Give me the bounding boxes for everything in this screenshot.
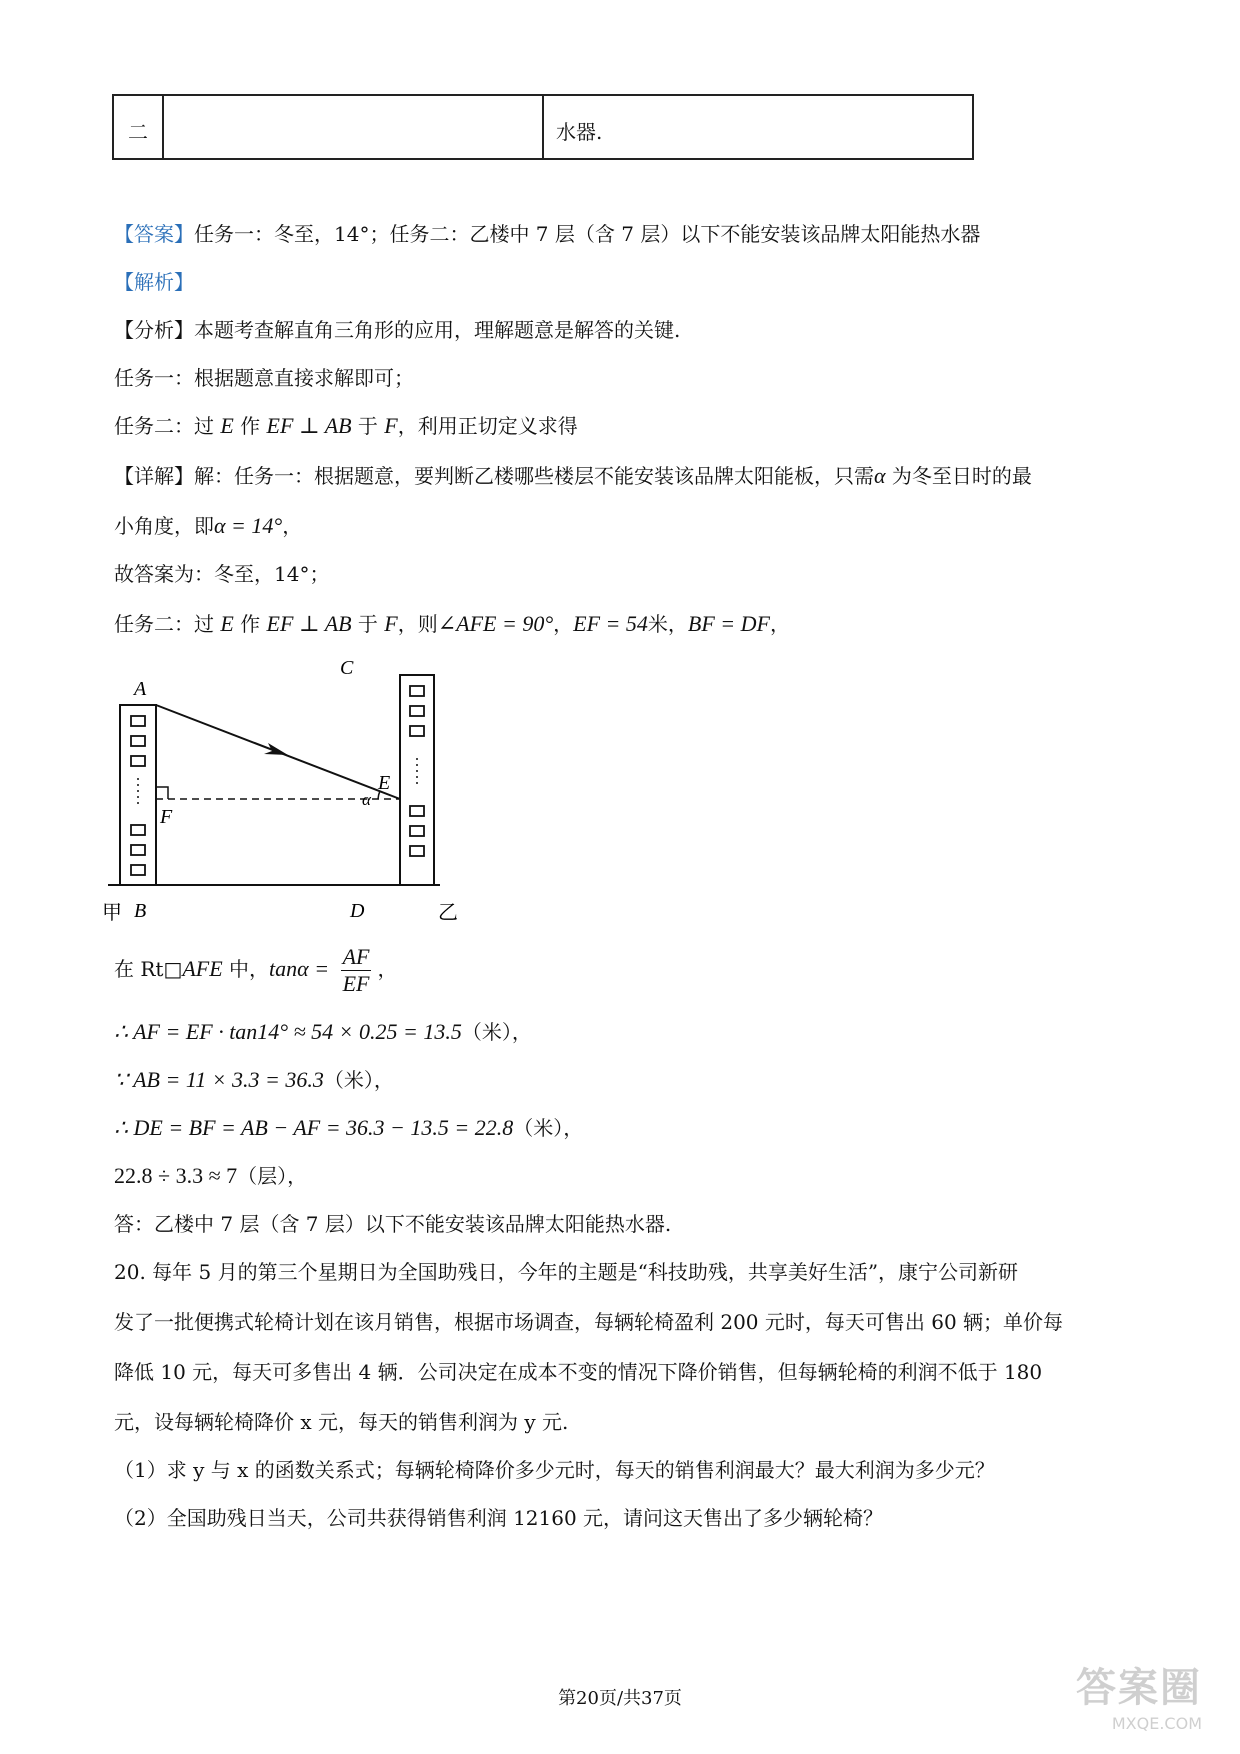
calc-line-2: ∴ AF = EF · tan14° ≈ 54 × 0.25 = 13.5（米），: [114, 1019, 532, 1044]
answer-text: 任务一：冬至，14°；任务二：乙楼中 7 层（含 7 层）以下不能安装该品牌太阳能热水器: [194, 222, 981, 246]
detail-line-1: 【详解】解：任务一：根据题意，要判断乙楼哪些楼层不能安装该品牌太阳能板，只需α 为冬至日时的最: [114, 463, 1032, 488]
label-a: A: [134, 678, 147, 700]
analysis-tag: 【解析】: [114, 270, 194, 294]
final-answer: 答：乙楼中 7 层（含 7 层）以下不能安装该品牌太阳能热水器.: [114, 1212, 672, 1236]
building-jia: [120, 705, 156, 885]
geometry-figure: [100, 655, 460, 925]
task2-line: 任务二：过 E 作 EF ⊥ AB 于 F，则∠AFE = 90°，EF = 54米，BF = DF，: [114, 611, 790, 636]
label-alpha: α: [362, 790, 371, 809]
label-c: C: [340, 657, 354, 679]
q20-line-4: 元，设每辆轮椅降价 x 元，每天的销售利润为 y 元.: [114, 1410, 569, 1434]
answer-line: [114, 222, 980, 246]
fenxi-tag: 【分析】: [114, 318, 194, 342]
q20-line-3: 降低 10 元，每天可多售出 4 辆．公司决定在成本不变的情况下降价销售，但每辆轮椅的利润不低于 180: [114, 1360, 1043, 1384]
task2-hint: 任务二：过 E 作 EF ⊥ AB 于 F，利用正切定义求得: [114, 413, 578, 438]
label-e: E: [378, 772, 391, 794]
label-b: B: [134, 900, 147, 922]
q20-part-2: （2）全国助残日当天，公司共获得销售利润 12160 元，请问这天售出了多少辆轮椅？: [114, 1506, 884, 1530]
task1-hint: 任务一：根据题意直接求解即可；: [114, 366, 414, 390]
right-angle-mark: [156, 787, 168, 799]
calc-line-rt: 在 Rt□AFE 中，tanα = $\frac{AF}{EF}$ ，: [114, 944, 398, 996]
label-d: D: [350, 900, 365, 922]
table-cell-text: 水器.: [556, 120, 603, 144]
q20-line-1: 20. 每年 5 月的第三个星期日为全国助残日，今年的主题是“科技助残，共享美好生活”，康宁公司新研: [114, 1260, 1019, 1284]
building-jia-dots: [137, 778, 139, 804]
calc-line-4: ∴ DE = BF = AB − AF = 36.3 − 13.5 = 22.8（米），: [114, 1115, 584, 1140]
answer-table: [112, 94, 974, 160]
fenxi-text: 本题考查解直角三角形的应用，理解题意是解答的关键.: [194, 318, 681, 342]
label-f: F: [160, 806, 173, 828]
detail-tag: 【详解】: [114, 464, 194, 488]
tan-fraction: $\frac{AF}{EF}$: [342, 944, 370, 996]
page-number: 第20页/共37页: [558, 1688, 682, 1709]
analysis-line: [114, 270, 194, 294]
label-jia: 甲: [102, 902, 122, 924]
label-yi: 乙: [438, 902, 458, 924]
answer-tag: 【答案】: [114, 222, 194, 246]
fenxi-line: [114, 318, 680, 342]
q20-line-2: 发了一批便携式轮椅计划在该月销售，根据市场调查，每辆轮椅盈利 200 元时，每天可售出 60 辆；单价每: [114, 1310, 1064, 1334]
conclusion-task1: 故答案为：冬至，14°；: [114, 562, 330, 586]
table-cell-empty: [164, 96, 544, 158]
detail-line-2: 小角度，即α = 14°，: [114, 513, 303, 538]
watermark-logo: 答案圈 MXQE.COM: [1076, 1665, 1202, 1733]
calc-line-5: 22.8 ÷ 3.3 ≈ 7（层），: [114, 1163, 308, 1188]
building-yi-dots: [416, 758, 418, 784]
building-jia-windows: [131, 716, 145, 875]
q20-part-1: （1）求 y 与 x 的函数关系式；每辆轮椅降价多少元时，每天的销售利润最大？最大利润为多少元？: [114, 1458, 995, 1482]
calc-line-3: ∵ AB = 11 × 3.3 = 36.3（米），: [114, 1067, 394, 1092]
table-cell-label: [114, 96, 164, 158]
table-row-label: 二: [128, 120, 148, 144]
